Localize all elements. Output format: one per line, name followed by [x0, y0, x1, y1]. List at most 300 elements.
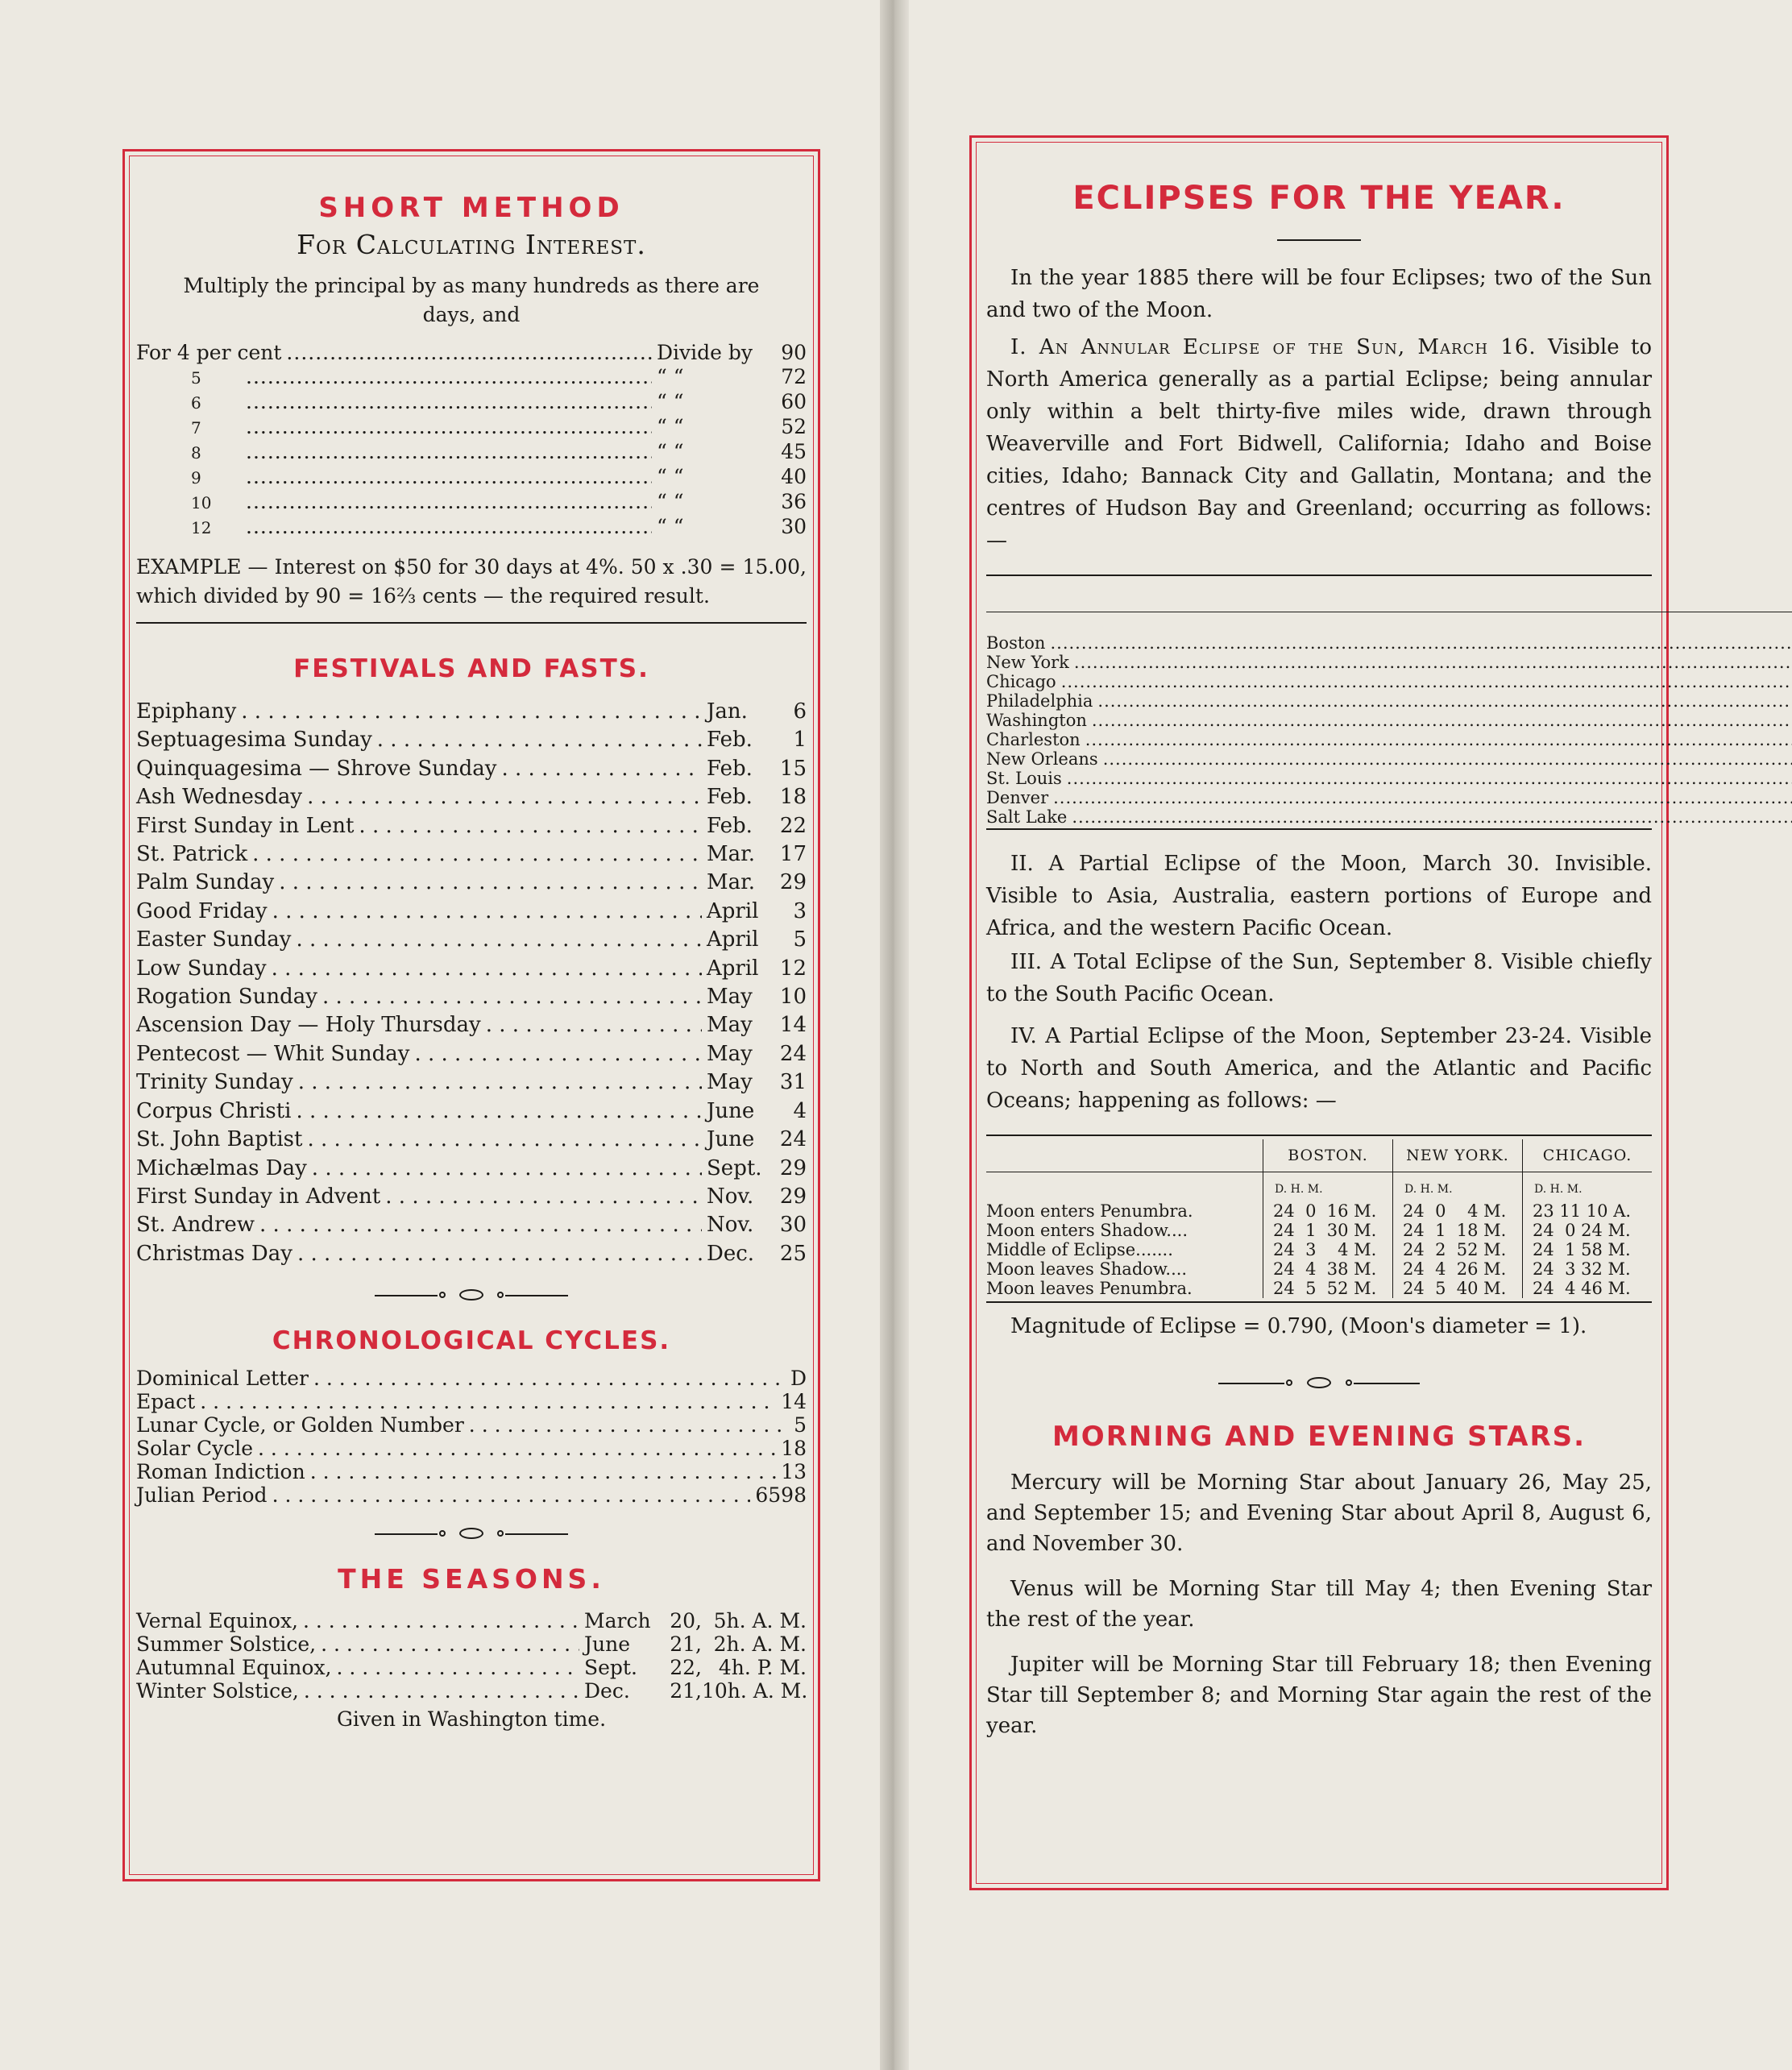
- city-cell: [986, 612, 1792, 653]
- interest-divisor: 60: [781, 390, 807, 413]
- stars-jupiter: Jupiter will be Morning Star till February 18; then Evening Star till September 8; and Morning Star again the rest of the year.: [986, 1653, 1652, 1738]
- festival-day: 3: [793, 898, 807, 923]
- table-row: [986, 1201, 1652, 1221]
- t2-header-newyork: NEW YORK.: [1393, 1139, 1523, 1172]
- interest-row: [136, 490, 807, 515]
- phase-time-chicago: 24 0 24 M.: [1523, 1221, 1653, 1240]
- festival-name: Pentecost — Whit Sunday: [136, 1041, 410, 1066]
- cycle-row: [136, 1460, 807, 1483]
- festival-day: 22: [779, 813, 807, 838]
- interest-row: [136, 341, 807, 365]
- table-row: [986, 1221, 1652, 1240]
- festival-row: [136, 955, 807, 983]
- festival-month: May: [707, 1041, 753, 1066]
- interest-action: “ “: [657, 490, 684, 513]
- dot-leader: [1053, 788, 1792, 807]
- table-row: [986, 672, 1792, 691]
- festival-row: [136, 783, 807, 811]
- phase-time-boston: 24 1 30 M.: [1263, 1221, 1393, 1240]
- cycle-value: D: [790, 1367, 807, 1391]
- dot-leader: [272, 955, 702, 983]
- eclipse-2-text: II. A Partial Eclipse of the Moon, March 30. Invisible. Visible to Asia, Australia, eastern portions of Europe and Africa, and the western Pacific Ocean.: [986, 852, 1652, 940]
- dot-leader: [296, 1097, 702, 1126]
- city-name: Charleston: [986, 730, 1081, 749]
- stars-mercury: Mercury will be Morning Star about January 26, May 25, and September 15; and Evening Star about April 8, August 6, and November 30.: [986, 1471, 1652, 1556]
- season-name: Summer Solstice,: [136, 1632, 317, 1657]
- festival-month: Nov.: [707, 1184, 754, 1209]
- festival-name: St. Andrew: [136, 1213, 255, 1238]
- dot-leader: [1103, 749, 1792, 769]
- phase-time-boston: 24 3 4 M.: [1263, 1240, 1393, 1259]
- cycles-heading: CHRONOLOGICAL CYCLES.: [272, 1326, 671, 1356]
- phase-time-chicago: 24 4 46 M.: [1523, 1279, 1653, 1298]
- table-rule: [986, 828, 1652, 830]
- festival-month: June: [707, 1127, 755, 1152]
- dot-leader: [377, 726, 702, 754]
- festival-day: 24: [779, 1127, 807, 1152]
- festival-name: Easter Sunday: [136, 927, 292, 952]
- table-row: [986, 807, 1792, 827]
- season-month: June: [584, 1632, 631, 1657]
- interest-action: “ “: [657, 390, 684, 413]
- stars-venus: Venus will be Morning Star till May 4; then Evening Star the rest of the year.: [986, 1577, 1652, 1632]
- dot-leader: [272, 898, 702, 926]
- interest-row: [136, 390, 807, 415]
- phase-time-chicago: 23 11 10 A.: [1523, 1201, 1653, 1221]
- interest-rate: 10: [191, 493, 212, 512]
- table-rule: [986, 1135, 1652, 1136]
- dot-leader: [304, 1679, 579, 1703]
- festival-day: 6: [793, 699, 807, 724]
- dot-leader: [359, 812, 702, 840]
- table-row: [986, 1279, 1652, 1298]
- interest-rate: 7: [191, 418, 201, 438]
- interest-rate: 6: [191, 393, 201, 413]
- festival-month: Jan.: [707, 699, 748, 724]
- cycle-value: 5: [794, 1413, 807, 1437]
- festival-month: June: [707, 1098, 755, 1123]
- city-cell: [986, 691, 1792, 711]
- city-name: New Orleans: [986, 749, 1098, 769]
- season-day: 20,: [670, 1609, 702, 1633]
- magnitude-text: Magnitude of Eclipse = 0.790, (Moon's diameter = 1).: [1010, 1314, 1587, 1338]
- eclipse-3-text: III. A Total Eclipse of the Sun, September 8. Visible chiefly to the South Pacific Ocean.: [986, 950, 1652, 1006]
- festival-row: [136, 1126, 807, 1154]
- interest-rate: 5: [191, 368, 201, 388]
- dot-leader: [307, 1126, 702, 1154]
- interest-row: [136, 465, 807, 490]
- dot-leader: [310, 1460, 776, 1483]
- dot-leader: [246, 515, 652, 539]
- festival-month: Nov.: [707, 1213, 754, 1238]
- festival-name: Ascension Day — Holy Thursday: [136, 1013, 481, 1038]
- dot-leader: [246, 490, 652, 514]
- festival-name: Epiphany: [136, 699, 237, 724]
- dot-leader: [307, 783, 702, 811]
- table-rule: [986, 575, 1652, 576]
- t2-subheader: D. H. M.: [1523, 1172, 1653, 1202]
- festival-row: [136, 1097, 807, 1126]
- dot-leader: [286, 341, 652, 365]
- festival-day: 29: [779, 1155, 807, 1180]
- seasons-note: Given in Washington time.: [336, 1707, 607, 1732]
- phase-name: Middle of Eclipse.......: [986, 1240, 1173, 1259]
- ornament-divider: [375, 1528, 568, 1541]
- festival-day: 29: [779, 870, 807, 895]
- dot-leader: [385, 1183, 702, 1211]
- season-time: 5h. A. M.: [713, 1609, 807, 1633]
- phase-name: Moon enters Penumbra.: [986, 1201, 1193, 1221]
- festival-name: First Sunday in Advent: [136, 1184, 381, 1209]
- festival-name: Good Friday: [136, 898, 268, 923]
- festival-month: April: [707, 898, 759, 923]
- eclipse-1-text: Visible to North America generally as a partial Eclipse; being annular only within a belt thirty-five miles wide, drawn through Weaverville and Fort Bidwell, California; Idaho and Boise cities, Idaho; Bannack City and Gallatin, Montana; and the centres of Hudson Bay and Greenland; occurring as follows: —: [986, 335, 1653, 553]
- dot-leader: [297, 1240, 702, 1268]
- eclipses-heading: ECLIPSES FOR THE YEAR.: [1072, 180, 1566, 217]
- t2-subheader: D. H. M.: [1263, 1172, 1393, 1202]
- festival-month: Mar.: [707, 870, 755, 895]
- festival-row: [136, 1211, 807, 1239]
- season-day: 21,: [670, 1632, 702, 1657]
- festival-row: [136, 840, 807, 869]
- festival-day: 25: [779, 1241, 807, 1266]
- dot-leader: [246, 365, 652, 389]
- city-cell: [986, 711, 1792, 730]
- cycle-value: 6598: [755, 1483, 807, 1508]
- table-row: [986, 769, 1792, 788]
- phase-time-chicago: 24 1 58 M.: [1523, 1240, 1653, 1259]
- dot-leader: [246, 440, 652, 464]
- city-row: [986, 711, 1792, 730]
- city-name: Boston: [986, 633, 1046, 653]
- interest-row: [136, 365, 807, 390]
- interest-divisor: 90: [781, 341, 807, 364]
- season-name: Winter Solstice,: [136, 1679, 299, 1703]
- interest-action: Divide by: [657, 341, 753, 364]
- dot-leader: [246, 390, 652, 414]
- table-row: [986, 730, 1792, 749]
- phase-time-newyork: 24 1 18 M.: [1393, 1221, 1523, 1240]
- festival-month: Mar.: [707, 842, 755, 867]
- city-name: New York: [986, 653, 1069, 672]
- cycle-row: [136, 1437, 807, 1460]
- season-name: Vernal Equinox,: [136, 1609, 299, 1633]
- festival-row: [136, 812, 807, 840]
- interest-rule: [136, 622, 807, 624]
- season-month: March: [584, 1609, 651, 1633]
- interest-row: [136, 515, 807, 540]
- city-cell: [986, 769, 1792, 788]
- dot-leader: [313, 1367, 786, 1390]
- festivals-list: [136, 698, 807, 1268]
- season-day: 21,: [670, 1679, 702, 1703]
- city-row: [986, 672, 1792, 691]
- interest-action: “ “: [657, 440, 684, 463]
- festival-month: May: [707, 985, 753, 1010]
- dot-leader: [303, 1609, 579, 1632]
- dot-leader: [502, 755, 703, 783]
- festival-name: Trinity Sunday: [136, 1070, 293, 1095]
- dot-leader: [1074, 653, 1792, 672]
- festival-name: Quinquagesima — Shrove Sunday: [136, 756, 497, 781]
- interest-rate: 9: [191, 468, 201, 487]
- festival-day: 4: [793, 1098, 807, 1123]
- festival-month: Feb.: [707, 813, 753, 838]
- festival-day: 30: [779, 1213, 807, 1238]
- city-cell: [986, 653, 1792, 672]
- interest-divisor: 30: [781, 515, 807, 538]
- cycles-list: [136, 1367, 807, 1507]
- cycle-row: [136, 1390, 807, 1413]
- season-row: [136, 1609, 807, 1632]
- dot-leader: [1072, 807, 1792, 827]
- cycle-name: Lunar Cycle, or Golden Number: [136, 1413, 464, 1437]
- festival-row: [136, 1155, 807, 1183]
- season-time: 2h. A. M.: [713, 1632, 807, 1657]
- festival-row: [136, 1068, 807, 1097]
- dot-leader: [272, 1483, 751, 1507]
- festival-month: April: [707, 956, 759, 981]
- festival-month: Feb.: [707, 728, 753, 753]
- ornament-divider: [1218, 1377, 1420, 1390]
- festival-row: [136, 698, 807, 726]
- festival-name: Ash Wednesday: [136, 785, 303, 810]
- festival-month: Feb.: [707, 785, 753, 810]
- season-row: [136, 1679, 807, 1703]
- city-cell: [986, 749, 1792, 769]
- city-row: [986, 788, 1792, 807]
- interest-rate: 8: [191, 443, 201, 463]
- interest-table: [136, 341, 807, 540]
- festival-row: [136, 869, 807, 897]
- season-time: 10h. A. M.: [702, 1679, 808, 1703]
- interest-heading: SHORT METHOD: [318, 192, 624, 224]
- city-row: [986, 691, 1792, 711]
- interest-row: [136, 415, 807, 440]
- seasons-heading: THE SEASONS.: [338, 1563, 605, 1595]
- phase-time-newyork: 24 2 52 M.: [1393, 1240, 1523, 1259]
- cycle-row: [136, 1367, 807, 1390]
- dot-leader: [279, 869, 702, 897]
- festival-name: Christmas Day: [136, 1241, 292, 1266]
- dot-leader: [200, 1390, 776, 1413]
- t2-subheader: D. H. M.: [1393, 1172, 1523, 1202]
- season-name: Autumnal Equinox,: [136, 1656, 332, 1680]
- festival-row: [136, 1040, 807, 1068]
- interest-row: [136, 440, 807, 465]
- table-row: [986, 691, 1792, 711]
- dot-leader: [241, 698, 702, 726]
- festival-row: [136, 1011, 807, 1039]
- table-row: [986, 612, 1792, 653]
- dot-leader: [1061, 672, 1792, 691]
- festival-month: April: [707, 927, 759, 952]
- dot-leader: [246, 415, 652, 439]
- festival-name: Corpus Christi: [136, 1098, 292, 1123]
- interest-divisor: 52: [781, 415, 807, 438]
- eclipses-intro: In the year 1885 there will be four Eclipses; two of the Sun and two of the Moon.: [986, 266, 1652, 322]
- dot-leader: [1067, 769, 1792, 788]
- phase-name: Moon enters Shadow....: [986, 1221, 1188, 1240]
- festival-day: 29: [779, 1184, 807, 1209]
- interest-divisor: 40: [781, 465, 807, 488]
- festival-month: Sept.: [707, 1155, 762, 1180]
- interest-action: “ “: [657, 515, 684, 538]
- cycle-name: Dominical Letter: [136, 1367, 309, 1391]
- interest-action: “ “: [657, 365, 684, 388]
- city-cell: [986, 672, 1792, 691]
- city-row: [986, 633, 1792, 653]
- festival-row: [136, 1240, 807, 1268]
- dot-leader: [312, 1155, 702, 1183]
- festival-day: 1: [793, 728, 807, 753]
- phase-name: Moon leaves Penumbra.: [986, 1279, 1193, 1298]
- city-name: Salt Lake: [986, 807, 1068, 827]
- interest-divisor: 72: [781, 365, 807, 388]
- eclipse-1-title: I. An Annular Eclipse of the Sun, March 16.: [1010, 335, 1537, 359]
- festival-month: Dec.: [707, 1241, 755, 1266]
- cycle-value: 18: [781, 1437, 807, 1461]
- festival-day: 31: [779, 1070, 807, 1095]
- season-month: Dec.: [584, 1679, 630, 1703]
- dot-leader: [1050, 633, 1792, 653]
- city-name: Chicago: [986, 672, 1056, 691]
- festival-row: [136, 726, 807, 754]
- festival-name: Rogation Sunday: [136, 985, 317, 1010]
- city-row: [986, 769, 1792, 788]
- festival-row: [136, 1183, 807, 1211]
- season-time: 4h. P. M.: [718, 1656, 807, 1680]
- dot-leader: [322, 983, 702, 1011]
- festival-row: [136, 983, 807, 1011]
- festival-name: Michælmas Day: [136, 1155, 307, 1180]
- festival-name: Palm Sunday: [136, 870, 275, 895]
- t2-header-boston: BOSTON.: [1263, 1139, 1393, 1172]
- festival-name: First Sunday in Lent: [136, 813, 355, 838]
- cycle-row: [136, 1483, 807, 1507]
- city-row: [986, 653, 1792, 672]
- festival-day: 5: [793, 927, 807, 952]
- t2-header-chicago: CHICAGO.: [1523, 1139, 1653, 1172]
- phase-time-newyork: 24 5 40 M.: [1393, 1279, 1523, 1298]
- phase-time-boston: 24 4 38 M.: [1263, 1259, 1393, 1279]
- phase-time-newyork: 24 0 4 M.: [1393, 1201, 1523, 1221]
- annular-eclipse-table: [986, 579, 1792, 827]
- city-row: [986, 730, 1792, 749]
- cycle-name: Roman Indiction: [136, 1460, 305, 1484]
- interest-example: EXAMPLE — Interest on $50 for 30 days at 4%. 50 x .30 = 15.00, which divided by 90 = 16⅔ cents — the required result.: [136, 555, 807, 608]
- left-frame: [122, 149, 820, 1881]
- festival-name: Low Sunday: [136, 956, 267, 981]
- stars-heading: MORNING AND EVENING STARS.: [1052, 1421, 1587, 1453]
- table-rule: [986, 1301, 1652, 1303]
- city-cell: [986, 807, 1792, 827]
- dot-leader: [298, 1068, 702, 1097]
- dot-leader: [414, 1040, 702, 1068]
- interest-divisor: 45: [781, 440, 807, 463]
- festival-month: May: [707, 1070, 753, 1095]
- festival-row: [136, 926, 807, 954]
- cycle-value: 14: [781, 1390, 807, 1414]
- festival-month: Feb.: [707, 756, 753, 781]
- city-cell: [986, 788, 1792, 807]
- dot-leader: [258, 1437, 776, 1460]
- dot-leader: [486, 1011, 702, 1039]
- city-row: [986, 807, 1792, 827]
- cycle-value: 13: [781, 1460, 807, 1484]
- festival-day: 17: [779, 842, 807, 867]
- interest-action: “ “: [657, 415, 684, 438]
- festival-day: 14: [779, 1013, 807, 1038]
- festival-day: 15: [779, 756, 807, 781]
- season-row: [136, 1632, 807, 1656]
- festival-day: 18: [779, 785, 807, 810]
- dot-leader: [246, 465, 652, 489]
- dot-leader: [321, 1632, 579, 1656]
- festival-row: [136, 755, 807, 783]
- heading-rule: [1277, 239, 1361, 241]
- city-row: [986, 749, 1792, 769]
- dot-leader: [1092, 711, 1792, 730]
- phase-time-boston: 24 5 52 M.: [1263, 1279, 1393, 1298]
- phase-time-boston: 24 0 16 M.: [1263, 1201, 1393, 1221]
- ornament-divider: [375, 1289, 568, 1302]
- season-row: [136, 1656, 807, 1679]
- season-month: Sept.: [584, 1656, 637, 1680]
- dot-leader: [1097, 691, 1792, 711]
- lunar-eclipse-table: [986, 1139, 1652, 1298]
- city-name: St. Louis: [986, 769, 1062, 788]
- table-row: [986, 749, 1792, 769]
- festival-row: [136, 898, 807, 926]
- table-row: [986, 653, 1792, 672]
- festival-day: 24: [779, 1041, 807, 1066]
- interest-rate: For 4 per cent: [136, 341, 282, 364]
- table-row: [986, 711, 1792, 730]
- cycle-row: [136, 1413, 807, 1437]
- cycle-name: Solar Cycle: [136, 1437, 254, 1461]
- table-row: [986, 1240, 1652, 1259]
- right-frame: [969, 135, 1669, 1890]
- cycle-name: Julian Period: [136, 1483, 268, 1508]
- interest-action: “ “: [657, 465, 684, 488]
- festival-name: Septuagesima Sunday: [136, 728, 372, 753]
- phase-time-newyork: 24 4 26 M.: [1393, 1259, 1523, 1279]
- dot-leader: [469, 1413, 789, 1437]
- book-gutter: [880, 0, 909, 2070]
- season-day: 22,: [670, 1656, 702, 1680]
- seasons-list: [136, 1609, 807, 1703]
- dot-leader: [259, 1211, 702, 1239]
- dot-leader: [1085, 730, 1792, 749]
- phase-time-chicago: 24 3 32 M.: [1523, 1259, 1653, 1279]
- festival-day: 12: [779, 956, 807, 981]
- city-name: Denver: [986, 788, 1049, 807]
- festival-day: 10: [779, 985, 807, 1010]
- dot-leader: [337, 1656, 579, 1679]
- interest-divisor: 36: [781, 490, 807, 513]
- festival-name: St. Patrick: [136, 842, 248, 867]
- cycle-name: Epact: [136, 1390, 196, 1414]
- interest-intro: Multiply the principal by as many hundreds as there are days, and: [183, 274, 760, 326]
- table-row: [986, 788, 1792, 807]
- city-cell: [986, 730, 1792, 749]
- interest-subheading: For Calculating Interest.: [297, 229, 646, 260]
- phase-name: Moon leaves Shadow....: [986, 1259, 1188, 1279]
- city-name: Philadelphia: [986, 691, 1093, 711]
- city-name: Washington: [986, 711, 1087, 730]
- interest-rate: 12: [191, 518, 212, 537]
